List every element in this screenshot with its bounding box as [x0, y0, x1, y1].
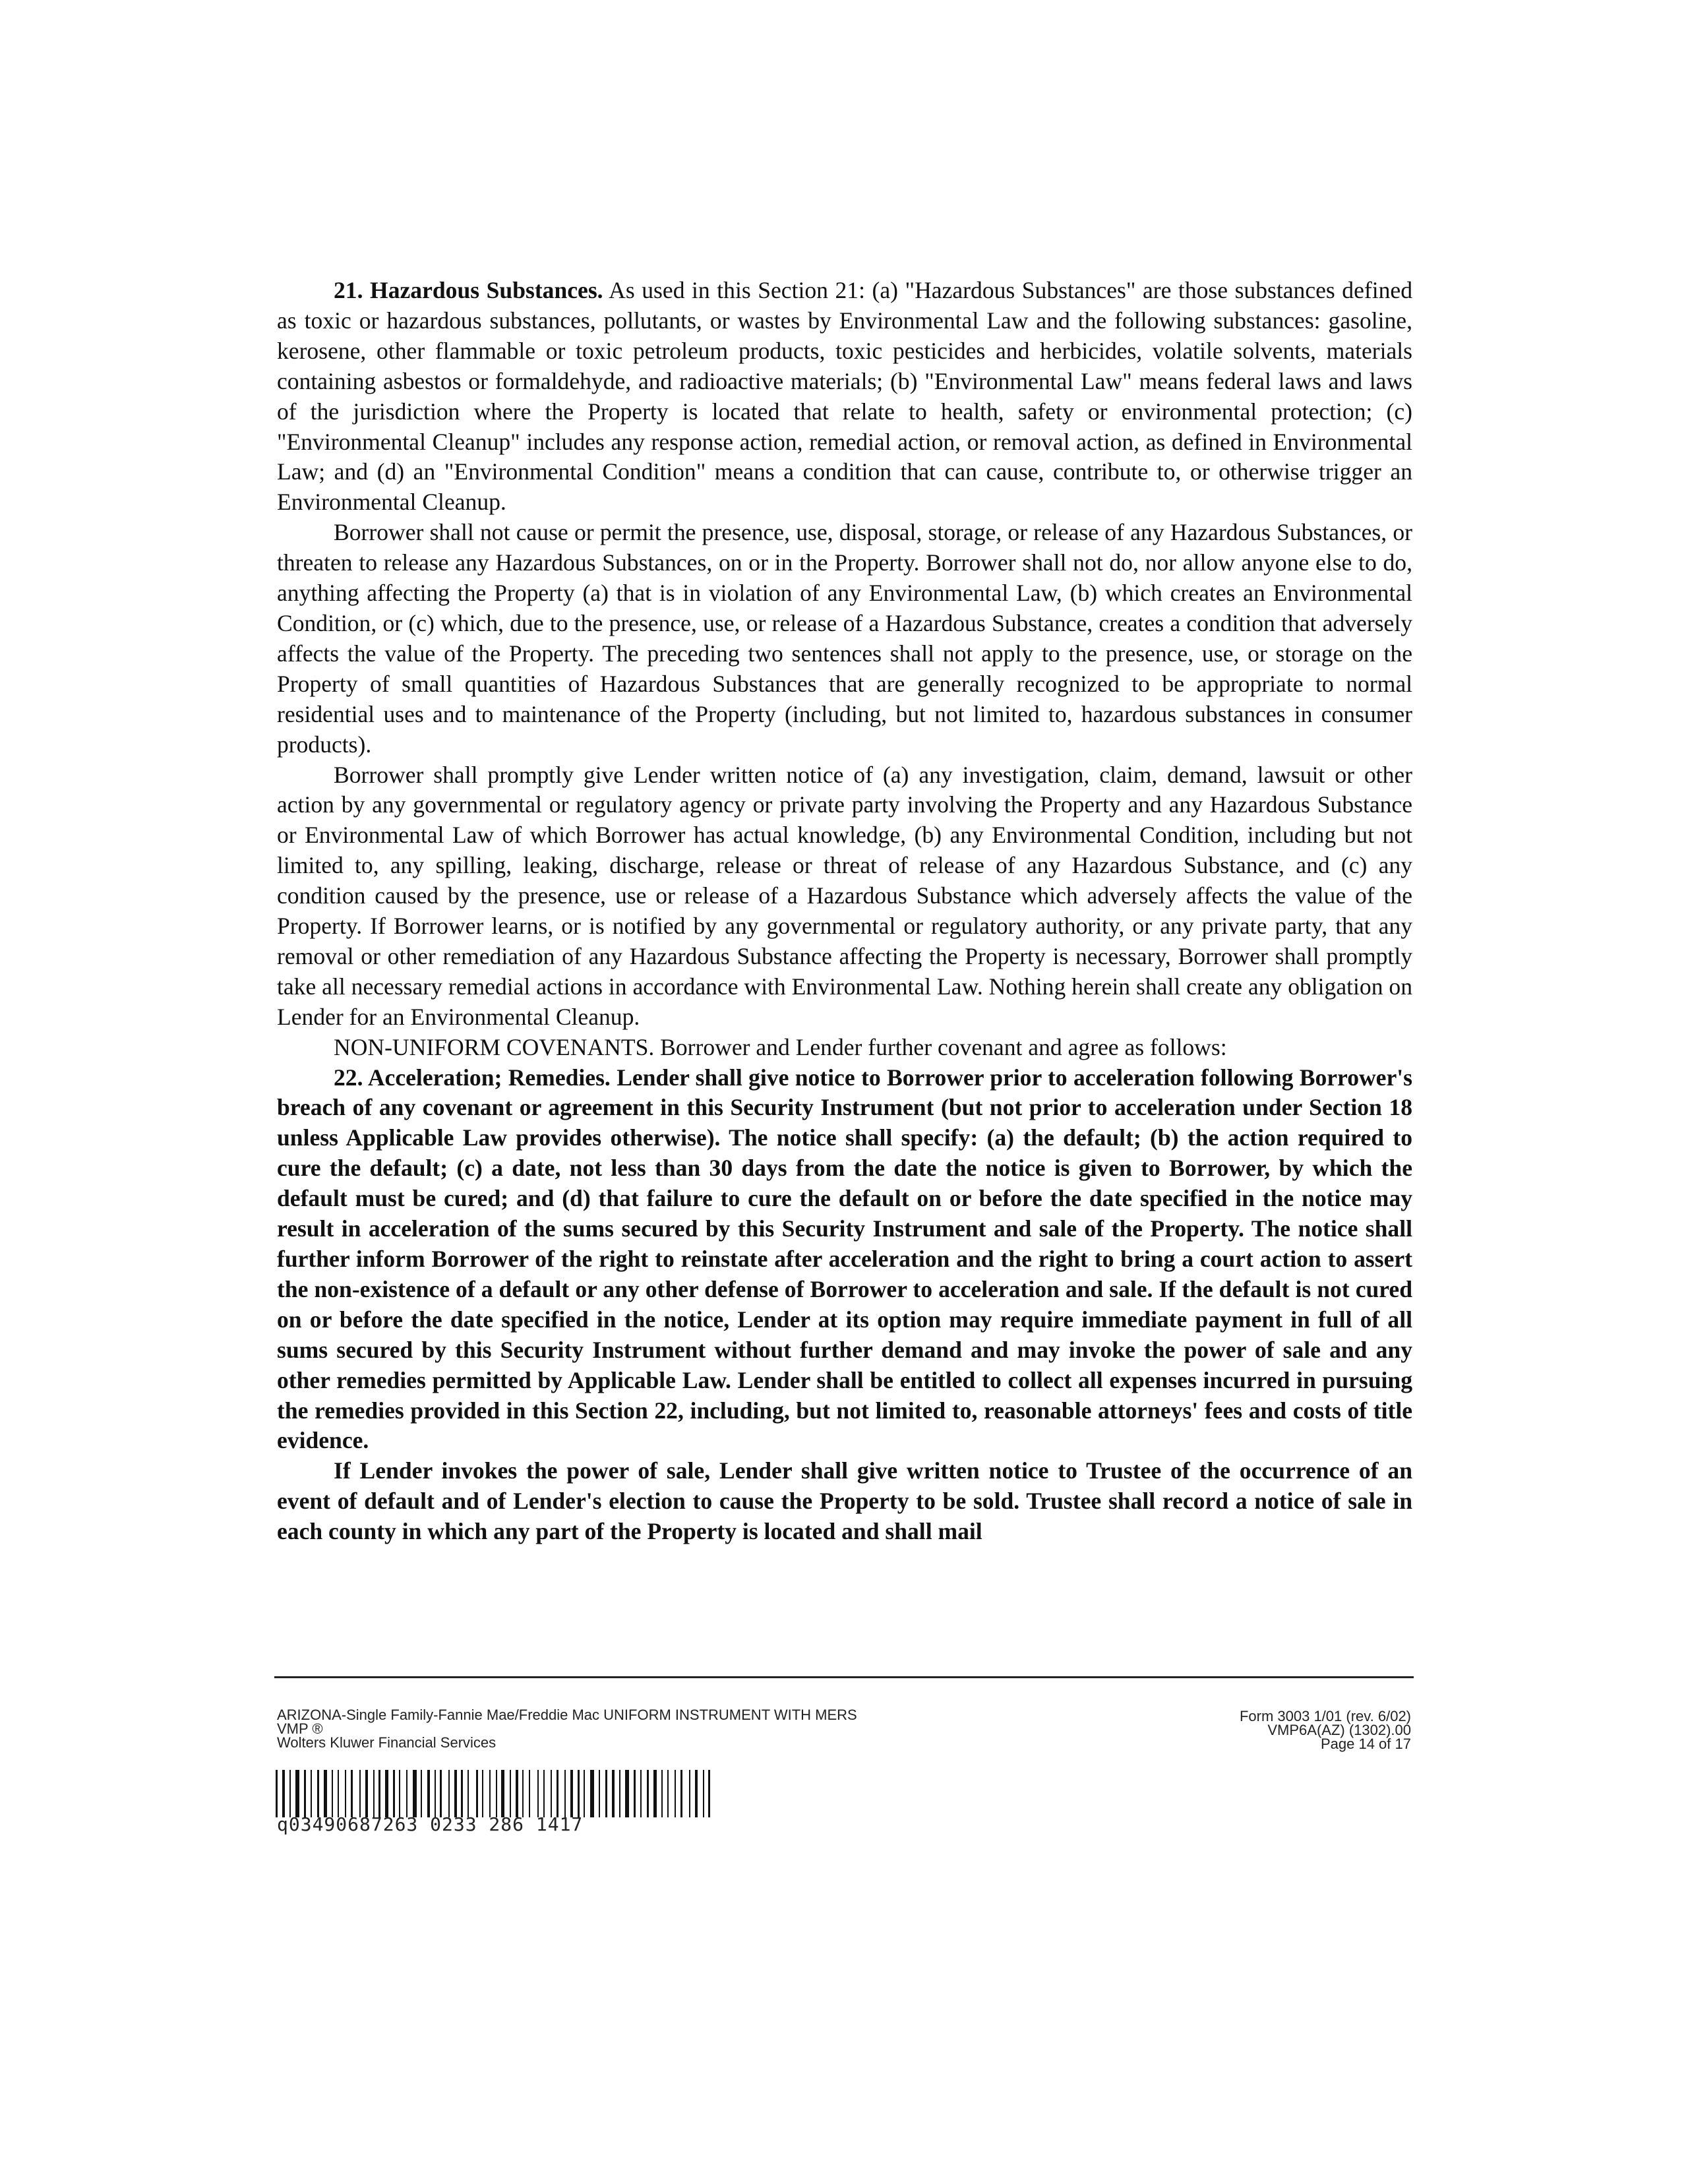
document-body: [277, 276, 1412, 1547]
non-uniform-covenants: NON-UNIFORM COVENANTS. Borrower and Lender further covenant and agree as follows:: [334, 1033, 1227, 1060]
section-22-heading: 22. Acceleration; Remedies.: [334, 1064, 611, 1091]
section-21-paragraph-2: Borrower shall not cause or permit the presence, use, disposal, storage, or release of any Hazardous Substances, or threaten to release any Hazardous Substances, on or in the Property. Borrower shall not do, nor allow anyone else to do, anything affecting the Property (a) that is in violation of any Environmental Law, (b) which creates an Environmental Condition, or (c) which, due to the presence, use, or release of a Hazardous Substance, creates a condition that adversely affects the value of the Property. The preceding two sentences shall not apply to the presence, use, or storage on the Property of small quantities of Hazardous Substances that are generally recognized to be appropriate to normal residential uses and to maintenance of the Property (including, but not limited to, hazardous substances in consumer products).: [277, 519, 1412, 758]
form-code: VMP6A(AZ) (1302).00: [1267, 1722, 1411, 1738]
form-title: ARIZONA-Single Family-Fannie Mae/Freddie Mac UNIFORM INSTRUMENT WITH MERS: [277, 1707, 857, 1723]
form-footer-left: [277, 1708, 936, 1749]
section-22-paragraph-2: If Lender invokes the power of sale, Lender shall give written notice to Trustee of the occurrence of an event of default and of Lender's election to cause the Property to be sold. Trustee shall record a notice of sale in each county in which any part of the Property is located and shall mail: [277, 1457, 1412, 1545]
page-number: Page 14 of 17: [1320, 1736, 1411, 1752]
form-number: Form 3003 1/01 (rev. 6/02): [1239, 1708, 1411, 1724]
section-22-text: Lender shall give notice to Borrower prior to acceleration following Borrower's breach of any covenant or agreement in this Security Instrument (but not prior to acceleration under Section 18 unless Applicable Law provides otherwise). The notice shall specify: (a) the default; (b) the action required to cure the default; (c) a date, not less than 30 days from the date the notice is given to Borrower, by which the default must be cured; and (d) that failure to cure the default on or before the date specified in the notice may result in acceleration of the sums secured by this Security Instrument and sale of the Property. The notice shall further inform Borrower of the right to reinstate after acceleration and the right to bring a court action to assert the non-existence of a default or any other defense of Borrower to acceleration and sale. If the default is not cured on or before the date specified in the notice, Lender at its option may require immediate payment in full of all sums secured by this Security Instrument without further demand and may invoke the power of sale and any other remedies permitted by Applicable Law. Lender shall be entitled to collect all expenses incurred in pursuing the remedies provided in this Section 22, including, but not limited to, reasonable attorneys' fees and costs of title evidence.: [277, 1064, 1412, 1454]
section-22-paragraph: [277, 1063, 1412, 1457]
barcode-number: q03490687263 0233 286 1417: [277, 1813, 584, 1835]
section-21-text: As used in this Section 21: (a) "Hazardous Substances" are those substances defined as toxic or hazardous substances, pollutants, or wastes by Environmental Law and the following substances: gasoline, kerosene, other flammable or toxic petroleum products, toxic pesticides and herbicides, volatile solvents, materials containing asbestos or formaldehyde, and radioactive materials; (b) "Environmental Law" means federal laws and laws of the jurisdiction where the Property is located that relate to health, safety or environmental protection; (c) "Environmental Cleanup" includes any response action, remedial action, or removal action, as defined in Environmental Law; and (d) an "Environmental Condition" means a condition that can cause, contribute to, or otherwise trigger an Environmental Cleanup.: [277, 277, 1412, 516]
section-21-paragraph-3: Borrower shall promptly give Lender written notice of (a) any investigation, claim, demand, lawsuit or other action by any governmental or regulatory agency or private party involving the Property and any Hazardous Substance or Environmental Law of which Borrower has actual knowledge, (b) any Environmental Condition, including but not limited to, any spilling, leaking, discharge, release or threat of release of any Hazardous Substance, and (c) any condition caused by the presence, use or release of a Hazardous Substance which adversely affects the value of the Property. If Borrower learns, or is notified by any governmental or regulatory authority, or any private party, that any removal or other remediation of any Hazardous Substance affecting the Property is necessary, Borrower shall promptly take all necessary remedial actions in accordance with Environmental Law. Nothing herein shall create any obligation on Lender for an Environmental Cleanup.: [277, 761, 1412, 1030]
vmp-mark: VMP ®: [277, 1720, 323, 1737]
section-21-heading: 21. Hazardous Substances.: [334, 277, 603, 303]
publisher: Wolters Kluwer Financial Services: [277, 1734, 497, 1751]
barcode: [276, 1770, 713, 1817]
form-footer-right: [1081, 1709, 1411, 1751]
section-21-paragraph: [277, 276, 1412, 518]
footer-divider: [274, 1676, 1414, 1678]
